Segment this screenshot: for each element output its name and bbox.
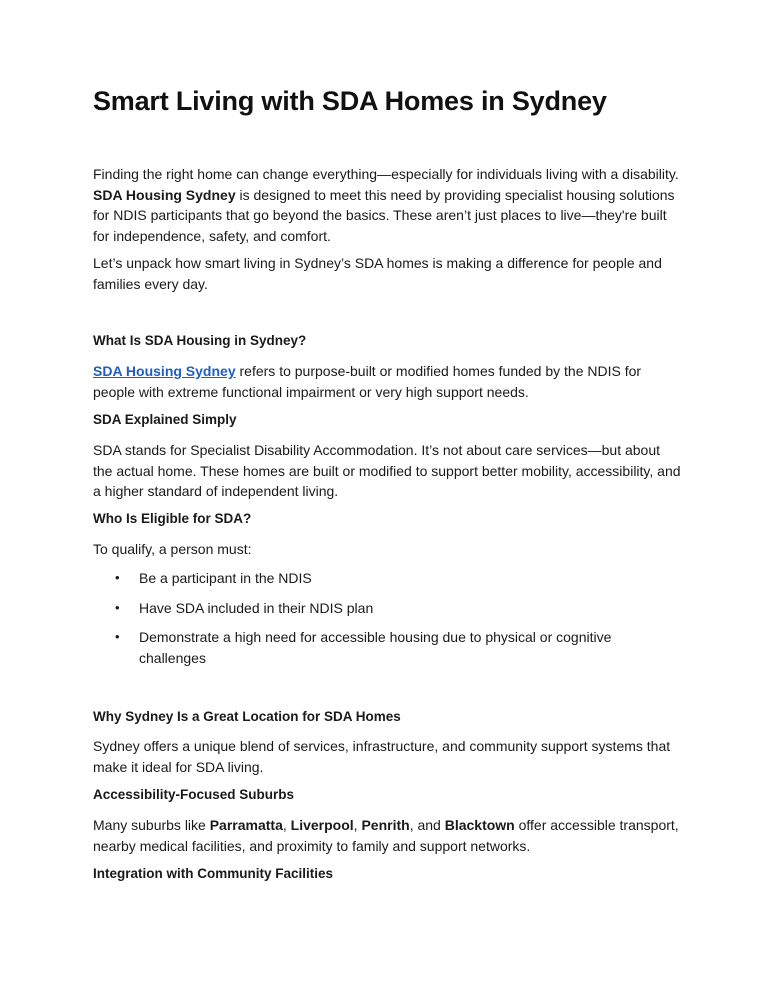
intro-bold-term: SDA Housing Sydney [93, 186, 236, 203]
list-item-text: Demonstrate a high need for accessible housing due to physical or cognitive challenges [139, 629, 612, 666]
separator: , and [409, 817, 445, 833]
section-heading-what-is-sda: What Is SDA Housing in Sydney? [93, 333, 307, 348]
subheading-community-facilities: Integration with Community Facilities [93, 866, 334, 881]
eligibility-intro: To qualify, a person must: [93, 541, 252, 557]
sda-explained-paragraph: SDA stands for Specialist Disability Accommodation. It’s not about care services—but about the actual home. These homes are built or modified to support better mobility, accessibility, and a higher standard of independent living. [93, 442, 681, 499]
suburbs-text-end: offer accessible transport, nearby medical facilities, and proximity to family and support networks. [93, 817, 679, 854]
list-item [93, 627, 683, 668]
list-item [93, 598, 683, 619]
suburbs-paragraph [93, 815, 683, 856]
separator: , [353, 817, 362, 833]
subheading-eligibility: Who Is Eligible for SDA? [93, 511, 252, 526]
section-heading-why-sydney: Why Sydney Is a Great Location for SDA Homes [93, 709, 401, 724]
suburb-liverpool: Liverpool [290, 817, 354, 833]
suburb-parramatta: Parramatta [209, 817, 283, 833]
subheading-sda-explained: SDA Explained Simply [93, 412, 237, 427]
suburbs-text-start: Many suburbs like [93, 817, 210, 833]
why-sydney-paragraph: Sydney offers a unique blend of services, infrastructure, and community support systems that make it ideal for SDA living. [93, 738, 671, 775]
suburb-penrith: Penrith [361, 817, 410, 833]
eligibility-list [93, 568, 683, 668]
intro-paragraph-1 [93, 164, 683, 246]
intro-text-start: Finding the right home can change everything—especially for individuals living with a disability. [93, 166, 679, 182]
sda-housing-sydney-link[interactable]: SDA Housing Sydney [93, 363, 236, 379]
page-title: Smart Living with SDA Homes in Sydney [93, 86, 607, 116]
list-item-text: Have SDA included in their NDIS plan [139, 599, 374, 616]
separator: , [282, 817, 291, 833]
bullet-icon: • [115, 599, 120, 615]
list-item [93, 568, 683, 589]
suburb-blacktown: Blacktown [444, 817, 515, 833]
list-item-text: Be a participant in the NDIS [139, 570, 312, 586]
bullet-icon: • [115, 570, 120, 585]
intro-paragraph-2: Let’s unpack how smart living in Sydney’s SDA homes is making a difference for people and families every day. [93, 255, 662, 292]
bullet-icon: • [115, 629, 120, 644]
section1-text: refers to purpose-built or modified homes funded by the NDIS for people with extreme functional impairment or very high support needs. [93, 363, 642, 400]
intro-text-end: is designed to meet this need by providing specialist housing solutions for NDIS participants that go beyond the basics. These aren’t just places to live—they're built for independence, safety, and comfort. [93, 186, 675, 244]
subheading-accessibility-suburbs: Accessibility-Focused Suburbs [93, 787, 295, 802]
section1-paragraph [93, 361, 683, 402]
